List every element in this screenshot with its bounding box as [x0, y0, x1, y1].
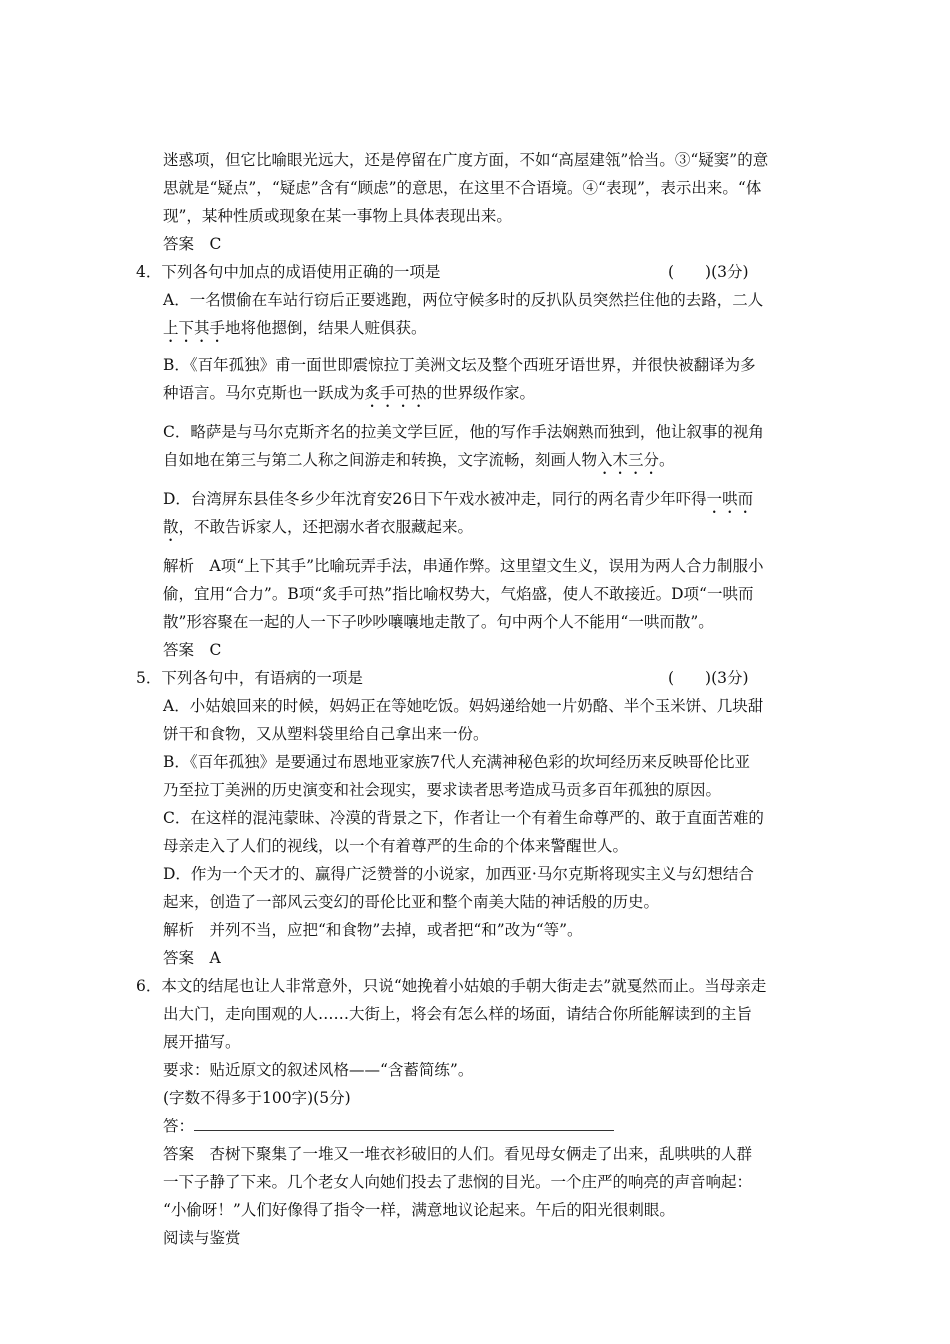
- intro-line-1: 迷惑项，但它比喻眼光远大，还是停留在广度方面，不如“高屋建瓴”恰当。③“疑窦”的意: [163, 151, 769, 169]
- q6-answer-line1: 答案 杏树下聚集了一堆又一堆衣衫破旧的人们。看见母女俩走了出来，乱哄哄的人群: [163, 1145, 753, 1163]
- q5-line-1: A．小姑娘回来的时候，妈妈正在等她吃饭。妈妈递给她一片奶酪、半个玉米饼、几块甜: [163, 697, 764, 715]
- q4-stem: 4．下列各句中加点的成语使用正确的一项是: [136, 263, 441, 281]
- q5-line-6: 母亲走入了人们的视线，以一个有着尊严的生命的个体来警醒世人。: [163, 837, 629, 855]
- q6-stem-line1: 6．本文的结尾也让人非常意外，只说“她挽着小姑娘的手朝大街走去”就戛然而止。当母亲走: [136, 977, 767, 995]
- q4-analysis-line3: 散”形容聚在一起的人一下子吵吵嚷嚷地走散了。句中两个人不能用“一哄而散”。: [163, 613, 714, 631]
- q4-c-pre: 自如地在第三与第二人称之间游走和转换，文字流畅，刻画人物: [163, 451, 598, 469]
- q4-d-pre: D．台湾屏东县佳冬乡少年沈育安26日下午戏水被冲走，同行的两名青少年吓得: [163, 490, 707, 508]
- q4-a-rest: 地将他摁倒，结果人赃俱获。: [225, 319, 427, 337]
- q6-answer-line3: “小偷呀！”人们好像得了指令一样，满意地议论起来。午后的阳光很刺眼。: [163, 1201, 675, 1219]
- q4-option-b-line1: B．《百年孤独》甫一面世即震惊拉丁美洲文坛及整个西班牙语世界，并很快被翻译为多: [163, 356, 756, 374]
- section-heading-reading: 阅读与鉴赏: [163, 1229, 241, 1247]
- intro-line-3: 现”，某种性质或现象在某一事物上具体表现出来。: [163, 207, 512, 225]
- q4-a-idiom: 上下其手: [163, 319, 226, 337]
- q5-answer: 答案 A: [163, 949, 221, 967]
- q4-b-idiom: 炙手可热: [364, 384, 427, 402]
- q5-line-2: 饼干和食物，又从塑料袋里给自己拿出来一份。: [163, 725, 489, 743]
- q6-answer-blank: [163, 1116, 614, 1136]
- q4-answer: 答案 C: [163, 641, 222, 659]
- q4-d-idiom-part2: 散: [163, 518, 179, 536]
- q4-option-a-line2: [163, 318, 427, 346]
- q5-line-8: 起来，创造了一部风云变幻的哥伦比亚和整个南美大陆的神话般的历史。: [163, 893, 660, 911]
- q6-word-limit: (字数不得多于100字)(5分): [163, 1089, 351, 1107]
- q4-option-d-line2: [163, 517, 473, 545]
- q5-line-3: B．《百年孤独》是要通过布恩地亚家族7代人充满神秘色彩的坎坷经历来反映哥伦比亚: [163, 753, 751, 771]
- q5-analysis: 解析 并列不当，应把“和食物”去掉，或者把“和”改为“等”。: [163, 921, 583, 939]
- q4-c-idiom: 入木三分: [597, 451, 660, 469]
- q4-option-a-line1: A．一名惯偷在车站行窃后正要逃跑，两位守候多时的反扒队员突然拦住他的去路，二人: [163, 291, 764, 309]
- q4-option-c-line2: [163, 450, 675, 478]
- q4-option-c-line1: C．略萨是与马尔克斯齐名的拉美文学巨匠，他的写作手法娴熟而独到，他让叙事的视角: [163, 423, 764, 441]
- q4-d-post: ，不敢告诉家人，还把溺水者衣服藏起来。: [178, 518, 474, 536]
- q6-stem-line3: 展开描写。: [163, 1033, 241, 1051]
- q4-analysis-line2: 偷，宜用“合力”。B项“炙手可热”指比喻权势大，气焰盛，使人不敢接近。D项“一哄而: [163, 585, 754, 603]
- q5-score: ( )(3分): [668, 669, 749, 687]
- q4-d-idiom-part1: 一哄而: [706, 490, 754, 508]
- q5-line-7: D．作为一个天才的、赢得广泛赞誉的小说家，加西亚·马尔克斯将现实主义与幻想结合: [163, 865, 754, 883]
- answer-3: 答案 C: [163, 235, 222, 253]
- q4-option-d-line1: [163, 489, 753, 517]
- q6-stem-line2: 出大门，走向围观的人……大街上，将会有怎么样的场面，请结合你所能解读到的主旨: [163, 1005, 753, 1023]
- q4-option-b-line2: [163, 383, 535, 411]
- q5-line-4: 乃至拉丁美洲的历史演变和社会现实，要求读者思考造成马贡多百年孤独的原因。: [163, 781, 722, 799]
- q6-answer-line2: 一下子静了下来。几个老女人向她们投去了悲悯的目光。一个庄严的响亮的声音响起：: [163, 1173, 753, 1191]
- answer-underline: [194, 1116, 614, 1131]
- q5-line-5: C．在这样的混沌蒙昧、冷漠的背景之下，作者让一个有着生命尊严的、敢于直面苦难的: [163, 809, 764, 827]
- q4-b-post: 的世界级作家。: [426, 384, 536, 402]
- q4-b-pre: 种语言。马尔克斯也一跃成为: [163, 384, 365, 402]
- q4-score: ( )(3分): [668, 263, 749, 281]
- q6-requirement: 要求：贴近原文的叙述风格——“含蓄简练”。: [163, 1061, 474, 1079]
- q5-stem: 5．下列各句中，有语病的一项是: [136, 669, 363, 687]
- q4-analysis-line1: 解析 A项“上下其手”比喻玩弄手法，串通作弊。这里望文生义，误用为两人合力制服小: [163, 557, 764, 575]
- q6-answer-label: 答：: [163, 1117, 195, 1135]
- q4-c-post: 。: [659, 451, 675, 469]
- intro-line-2: 思就是“疑点”，“疑虑”含有“顾虑”的意思，在这里不合语境。④“表现”，表示出来。“体: [163, 179, 762, 197]
